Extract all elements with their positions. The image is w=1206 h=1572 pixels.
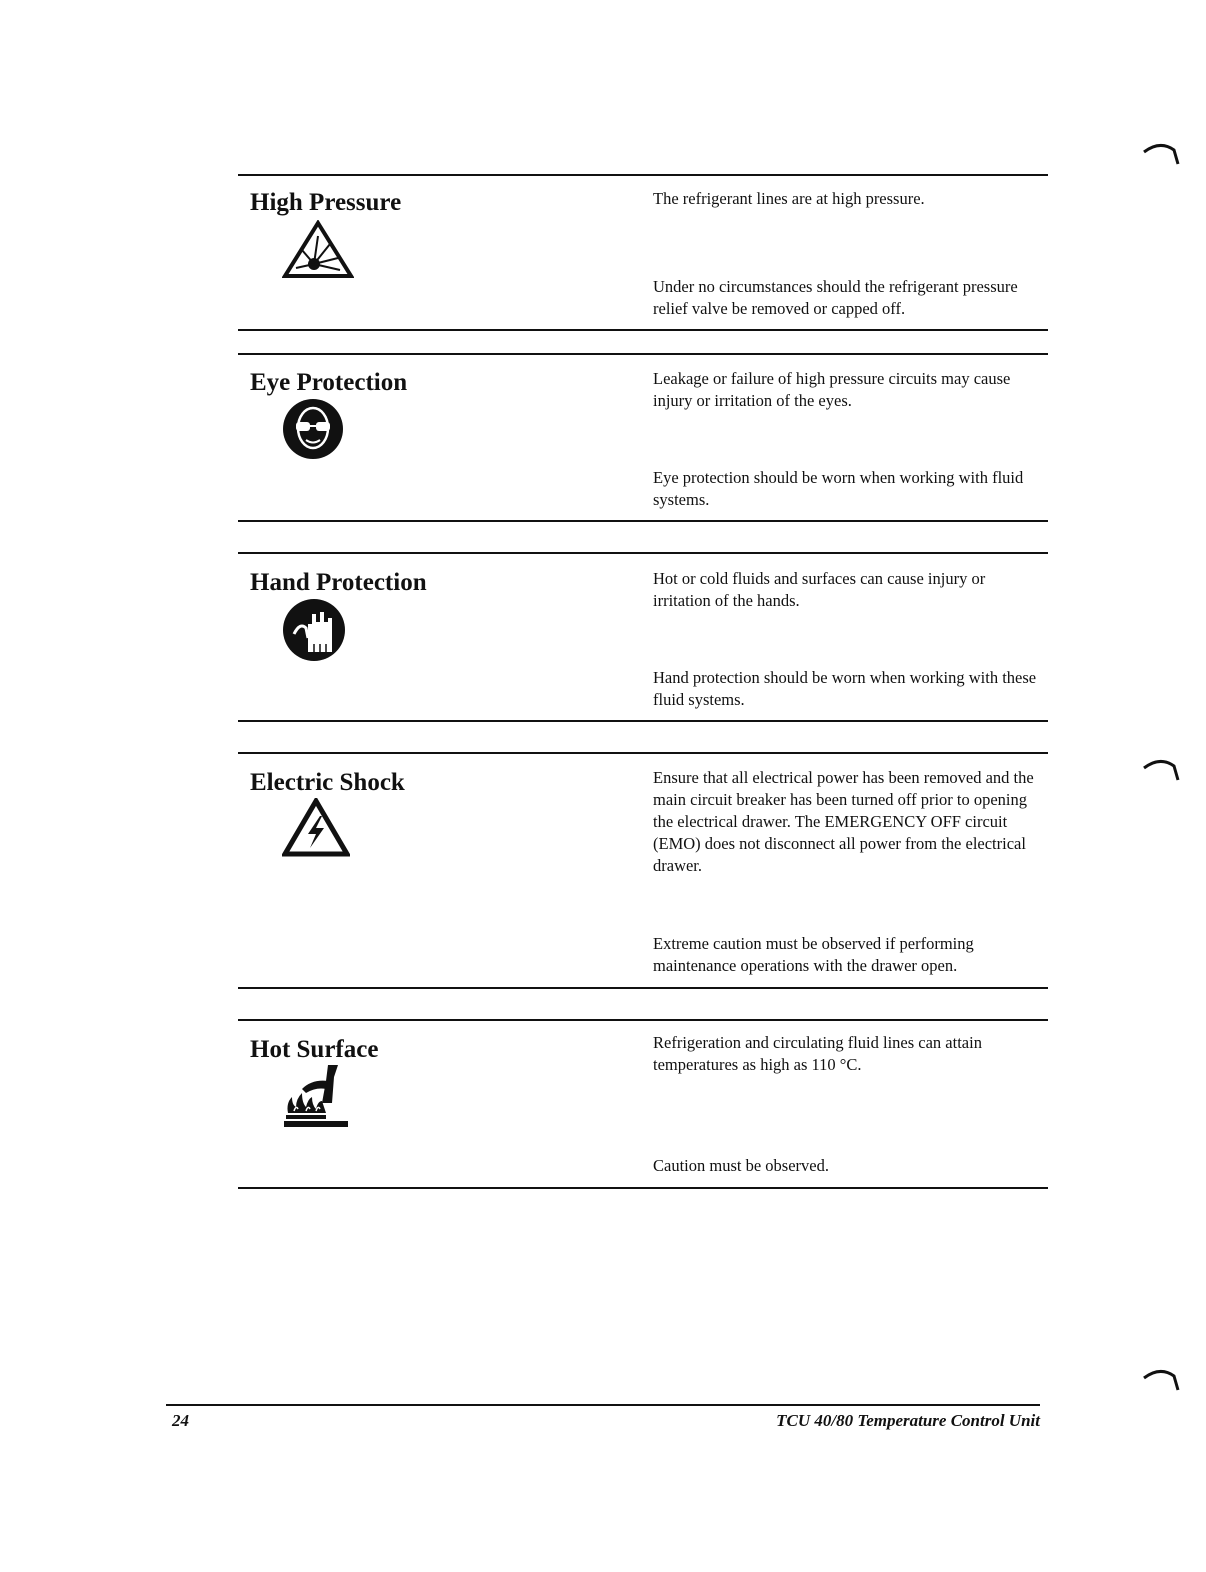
section-paragraph: Refrigeration and circulating fluid lines can attain temperatures as high as 110 °C. [653,1033,982,1074]
safety-section-hand-protection [238,568,1048,718]
section-paragraph: Leakage or failure of high pressure circuits may cause injury or irritation of the eyes. [653,369,1011,410]
edge-mark-icon [1140,756,1184,786]
section-title: High Pressure [250,189,402,216]
page-number: 24 [172,1411,189,1430]
section-paragraph: Hot or cold fluids and surfaces can cause injury or irritation of the hands. [653,569,986,610]
section-bottom-rule [238,987,1048,989]
section-bottom-rule [238,1187,1048,1189]
section-bottom-rule [238,329,1048,331]
safety-section-high-pressure [238,188,1048,328]
hot-surface-icon [282,1063,352,1131]
hand-protection-glove-icon [282,598,346,662]
safety-section-eye-protection [238,368,1048,518]
safety-section-hot-surface [238,1035,1048,1185]
section-title: Hot Surface [250,1036,379,1063]
edge-mark-icon [1140,140,1184,170]
section-top-rule [238,552,1048,554]
section-paragraph: Extreme caution must be observed if performing maintenance operations with the drawer open. [653,934,974,975]
section-paragraph: Hand protection should be worn when working with these fluid systems. [653,668,1037,709]
section-top-rule [238,174,1048,176]
section-top-rule [238,752,1048,754]
section-paragraph: Under no circumstances should the refrigerant pressure relief valve be removed or capped off. [653,277,1018,318]
footer-rule [166,1404,1040,1406]
eye-protection-icon [282,398,344,460]
section-bottom-rule [238,720,1048,722]
high-pressure-warning-icon [282,220,354,280]
section-title: Electric Shock [250,769,405,796]
section-paragraph: The refrigerant lines are at high pressure. [653,189,925,208]
section-title: Hand Protection [250,569,427,596]
section-paragraph: Caution must be observed. [653,1156,829,1175]
edge-mark-icon [1140,1366,1184,1396]
section-top-rule [238,353,1048,355]
section-top-rule [238,1019,1048,1021]
footer-document-title: TCU 40/80 Temperature Control Unit [776,1411,1040,1430]
safety-section-electric-shock [238,768,1048,985]
electric-shock-warning-icon [282,798,350,858]
section-paragraph: Ensure that all electrical power has been removed and the main circuit breaker has been turned off prior to opening the electrical drawer. The EMERGENCY OFF circuit (EMO) does not disconnect all power from the electrical drawer. [653,768,1034,875]
section-paragraph: Eye protection should be worn when working with fluid systems. [653,468,1024,509]
section-bottom-rule [238,520,1048,522]
section-title: Eye Protection [250,369,408,396]
